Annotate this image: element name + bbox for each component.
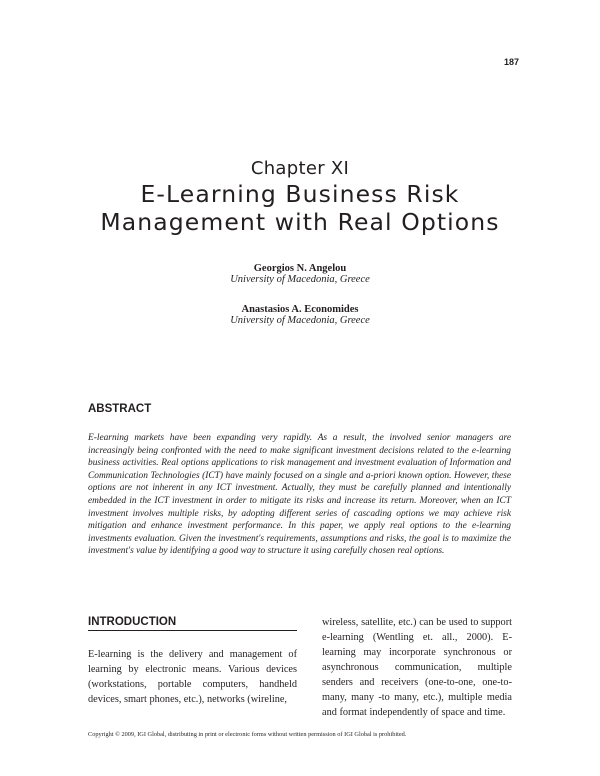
introduction-left-column: E-learning is the delivery and management of learning by electronic means. Various devices (workstations, portable computers, handheld devices, smart phones, etc.), networks (wireline, xyxy=(88,649,297,705)
abstract-text: E-learning markets have been expanding very rapidly. As a result, the involved senior managers are increasingly being confronted with the need to make significant investment decisions related to the e-learning business activities. Real options applications to risk management and investment evaluation of Information and Communication Technologies (ICT) have mainly focused on a single and a-priori known option. However, these options are not inherent in any ICT investment. Actually, they must be carefully planned and intentionally embedded in the ICT investment in order to mitigate its risks and increase its return. Moreover, when an ICT investment involves multiple risks, by adopting different series of cascading options we may achieve risk mitigation and enhance investment performance. In this paper, we apply real options to the e-learning investments evaluation. Given the investment's requirements, assumptions and risks, the goal is to maximize the investment's value by identifying a good way to structure it using carefully chosen real options. xyxy=(88,433,511,557)
introduction-heading: INTRODUCTION xyxy=(88,616,177,628)
author-name: Georgios N. Angelou xyxy=(253,263,347,274)
author-block-1 xyxy=(0,263,600,285)
introduction-right-column: wireless, satellite, etc.) can be used to support e-learning (Wentling et. all., 2000). E-learning may incorporate synchronous or asynchronous communication, multiple senders and receivers (one-to-one, one-to-many, many -to many, etc.), multiple media and format independently of space and time. xyxy=(322,617,512,718)
copyright-notice: Copyright © 2009, IGI Global, distributing in print or electronic forms without written permission of IGI Global is prohibited. xyxy=(88,731,407,738)
page-number: 187 xyxy=(503,57,519,67)
author-block-2 xyxy=(0,304,600,326)
author-affiliation: University of Macedonia, Greece xyxy=(230,315,370,326)
chapter-title: E-Learning Business Risk Management with Real Options xyxy=(100,180,500,236)
section-divider xyxy=(88,630,297,631)
author-name: Anastasios A. Economides xyxy=(241,304,359,315)
chapter-label: Chapter XI xyxy=(250,158,350,179)
abstract-heading: ABSTRACT xyxy=(88,403,152,415)
author-affiliation: University of Macedonia, Greece xyxy=(230,274,370,285)
